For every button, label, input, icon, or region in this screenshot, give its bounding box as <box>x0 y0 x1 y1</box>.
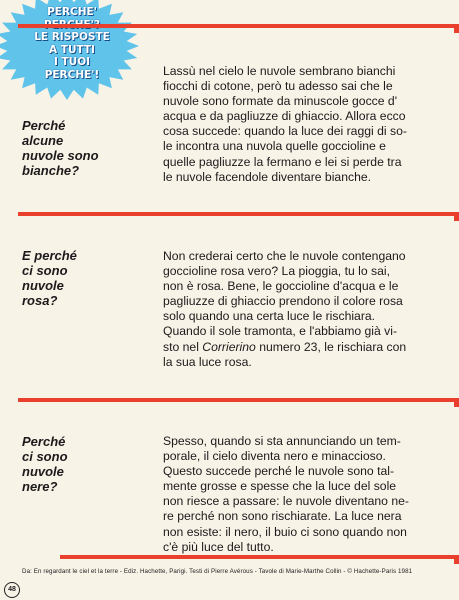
question-line: nuvole <box>22 278 64 293</box>
answer-line: porale, il cielo diventa nero e minaccioso. <box>163 449 386 464</box>
answer-line: solo quando una certa luce le rischiara. <box>163 309 376 324</box>
answer-line: le incontra una nuvola quelle goccioline e <box>163 139 386 154</box>
divider-1 <box>18 212 454 216</box>
answer-line: non è rosa. Bene, le goccioline d'acqua e le <box>163 279 399 294</box>
question-line: bianche? <box>22 163 80 178</box>
badge-title <box>0 6 144 81</box>
answer-text: numero 23, le rischiara con <box>255 339 407 354</box>
answer-line: goccioline rosa vero? La pioggia, tu lo sai, <box>163 264 390 279</box>
question-line: ci sono <box>22 449 68 464</box>
question-line: nere? <box>22 479 58 494</box>
magazine-title: Corrierino <box>202 339 256 354</box>
answer-line: Lassù nel cielo le nuvole sembrano bianchi <box>163 64 396 78</box>
answer-white-clouds <box>163 64 441 185</box>
question-white-clouds <box>22 118 142 178</box>
answer-pink-clouds <box>163 249 441 370</box>
answer-line: nuvole sono formate da minuscole gocce d' <box>163 94 398 109</box>
answer-text: sto nel <box>163 339 203 354</box>
badge-line: PERCHE'! <box>44 68 100 81</box>
answer-black-clouds <box>163 434 441 555</box>
answer-line <box>163 340 441 355</box>
divider-top <box>18 24 454 28</box>
question-line: nuvole <box>22 464 64 479</box>
badge-line: PERCHE' <box>47 6 97 18</box>
answer-line: c'è più luce del tutto. <box>163 539 274 554</box>
answer-line: pagliuzze di ghiaccio prendono il colore rosa <box>163 294 403 309</box>
question-line: E perché <box>22 248 77 263</box>
answer-line: quelle pagliuzze la fermano e lei si perde tra <box>163 154 402 169</box>
answer-line: Questo succede perché le nuvole sono tal- <box>163 464 395 479</box>
answer-line: fiocchi di cotone, però tu adesso sai che le <box>163 79 393 94</box>
question-line: rosa? <box>22 293 58 308</box>
answer-line: le nuvole facendole diventare bianche. <box>163 169 372 184</box>
answer-line: cosa succede: quando la luce dei raggi di so- <box>163 124 407 139</box>
badge-line: A TUTTI <box>49 43 95 56</box>
answer-line: re perché non sono rischiarate. La luce nera <box>163 509 402 524</box>
divider-2 <box>18 398 454 402</box>
answer-line: Quando il sole tramonta, e l'abbiamo già vi- <box>163 324 398 339</box>
answer-line: non riesce a passare: le nuvole diventano ne- <box>163 494 409 509</box>
answer-line: non esiste: il nero, il buio ci sono quando non <box>163 524 407 539</box>
question-black-clouds <box>22 434 142 494</box>
source-credit: Da: En regardant le ciel et la terre - Ediz. Hachette, Parigi. Testi di Pierre Avérous - Tavole di Marie-Marthe Collin - © Hachette-Paris 1981 <box>22 568 413 575</box>
badge-line: LE RISPOSTE <box>34 31 110 43</box>
answer-line: Non crederai certo che le nuvole contengano <box>163 249 406 263</box>
question-pink-clouds <box>22 248 142 308</box>
question-line: nuvole sono <box>22 148 99 163</box>
answer-line: mente grosse e spesse che la luce del sole <box>163 479 397 494</box>
answer-line: acqua e da pagliuzze di ghiaccio. Allora ecco <box>163 109 406 124</box>
answer-line: la sua luce rosa. <box>163 354 252 369</box>
badge-line: I TUOI <box>53 56 91 68</box>
question-line: Perché <box>22 118 66 133</box>
question-line: Perché <box>22 434 66 449</box>
answer-line: Spesso, quando si sta annunciando un tem- <box>163 434 401 448</box>
divider-bottom <box>60 555 454 559</box>
question-line: alcune <box>22 133 64 148</box>
page-number: 48 <box>4 582 20 598</box>
question-line: ci sono <box>22 263 68 278</box>
title-badge <box>0 0 142 100</box>
